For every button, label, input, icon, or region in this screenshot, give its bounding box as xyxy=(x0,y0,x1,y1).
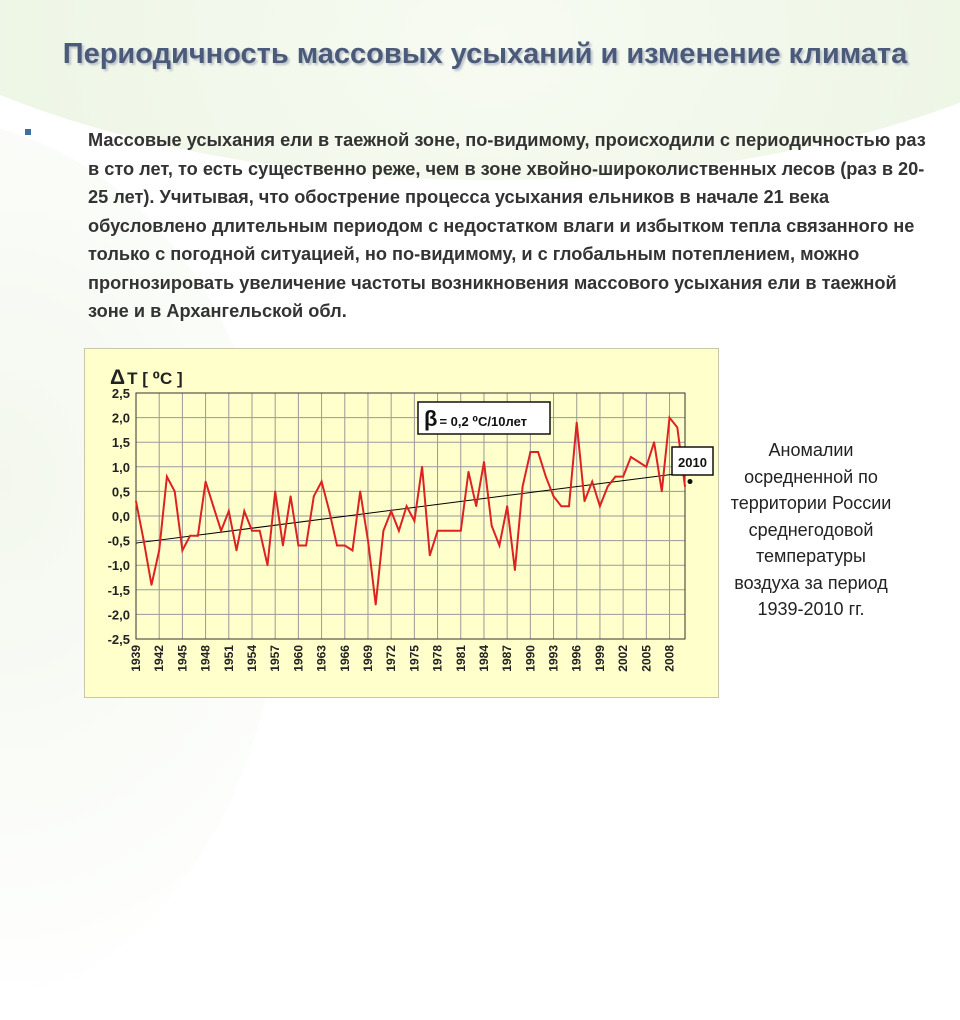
data-point xyxy=(622,476,624,478)
data-point xyxy=(344,545,346,547)
x-tick-label: 1993 xyxy=(546,645,561,672)
data-point xyxy=(359,491,361,493)
chart-svg xyxy=(84,348,719,698)
delta-symbol: Δ xyxy=(110,366,126,389)
data-point xyxy=(220,530,222,532)
data-point xyxy=(189,535,191,537)
data-point xyxy=(313,495,315,497)
x-tick-label: 1999 xyxy=(592,645,607,672)
y-axis-ticks xyxy=(108,386,130,647)
data-point xyxy=(282,545,284,547)
data-point xyxy=(375,604,377,606)
data-point xyxy=(684,486,686,488)
x-tick-label: 1978 xyxy=(430,645,445,672)
data-point xyxy=(259,530,261,532)
data-point xyxy=(251,530,253,532)
data-point xyxy=(297,545,299,547)
body-paragraph: Массовые усыхания ели в таежной зоне, по-видимому, происходили с периодичностью раз в сто лет, то есть существенно реже, чем в зоне хвойно-широколиственных лесов (раз в 20-25 лет). Учитывая, что обострение процесса усыхания ельников в начале 21 века обусловлено длительным периодом с недостатком влаги и избытком тепла связанного не только с погодной ситуацией, но по-видимому, и с глобальным потеплением, можно прогнозировать увеличение частоты возникновения массового усыхания ели в таежной зоне и в Архангельской обл. xyxy=(88,130,926,321)
x-tick-label: 2008 xyxy=(662,645,677,672)
chart-caption: Аномалии осредненной по территории России среднегодовой температуры воздуха за период 1939-2010 гг. xyxy=(730,440,892,619)
y-tick-label: 0,5 xyxy=(111,484,130,500)
data-point xyxy=(537,451,539,453)
data-point xyxy=(174,491,176,493)
data-point xyxy=(151,584,153,586)
last-year-label: 2010 xyxy=(678,455,707,470)
data-point xyxy=(352,550,354,552)
data-point xyxy=(212,505,214,507)
x-tick-label: 1984 xyxy=(476,645,491,672)
y-tick-label: -1,5 xyxy=(107,582,130,598)
data-point xyxy=(367,540,369,542)
data-point xyxy=(599,505,601,507)
data-point xyxy=(305,545,307,547)
x-tick-label: 1951 xyxy=(221,645,236,672)
data-point xyxy=(545,476,547,478)
x-tick-label: 1963 xyxy=(314,645,329,672)
y-tick-label: 1,0 xyxy=(111,459,130,475)
data-point xyxy=(274,491,276,493)
x-tick-label: 1954 xyxy=(244,645,259,672)
data-point xyxy=(661,491,663,493)
data-point xyxy=(460,530,462,532)
data-point xyxy=(205,481,207,483)
data-point xyxy=(328,510,330,512)
x-tick-label: 1996 xyxy=(569,645,584,672)
data-point xyxy=(228,510,230,512)
bullet-icon xyxy=(25,129,31,135)
x-tick-label: 1960 xyxy=(291,645,306,672)
x-tick-label: 1990 xyxy=(523,645,538,672)
data-point xyxy=(591,481,593,483)
y-axis-unit: Т [ ⁰С ] xyxy=(127,369,183,388)
data-point xyxy=(166,476,168,478)
data-point xyxy=(444,530,446,532)
x-tick-label: 1975 xyxy=(407,645,422,672)
y-tick-label: 1,5 xyxy=(111,435,130,451)
data-point xyxy=(290,495,292,497)
data-point xyxy=(158,550,160,552)
data-point xyxy=(568,505,570,507)
x-tick-label: 1966 xyxy=(337,645,352,672)
data-point xyxy=(576,422,578,424)
y-tick-label: -1,0 xyxy=(107,558,130,574)
x-tick-label: 1969 xyxy=(360,645,375,672)
y-tick-label: -0,5 xyxy=(107,533,130,549)
data-point xyxy=(491,525,493,527)
data-point xyxy=(406,505,408,507)
data-point xyxy=(653,441,655,443)
data-point xyxy=(514,569,516,571)
data-point xyxy=(669,417,671,419)
data-point xyxy=(499,545,501,547)
data-point xyxy=(243,510,245,512)
beta-symbol: β xyxy=(424,406,438,431)
x-tick-label: 1987 xyxy=(500,645,515,672)
data-point xyxy=(429,554,431,556)
data-point xyxy=(645,466,647,468)
data-point xyxy=(638,461,640,463)
temperature-anomaly-chart xyxy=(84,348,719,698)
x-tick-label: 1939 xyxy=(129,645,143,672)
data-point xyxy=(475,505,477,507)
x-tick-label: 1945 xyxy=(175,645,190,672)
x-tick-label: 2002 xyxy=(616,645,631,672)
data-point xyxy=(236,550,238,552)
data-point xyxy=(506,505,508,507)
y-tick-label: 2,0 xyxy=(111,410,130,426)
x-tick-label: 1948 xyxy=(198,645,213,672)
data-point xyxy=(483,461,485,463)
y-axis-label xyxy=(110,366,183,389)
beta-text: = 0,2 ⁰С/10лет xyxy=(439,414,527,429)
data-point xyxy=(336,545,338,547)
data-point xyxy=(321,481,323,483)
slide-title: Периодичность массовых усыханий и изменение климата xyxy=(62,38,908,70)
data-point xyxy=(522,486,524,488)
data-point xyxy=(630,456,632,458)
data-point xyxy=(413,520,415,522)
x-tick-label: 1972 xyxy=(384,645,399,672)
data-point xyxy=(437,530,439,532)
data-point xyxy=(529,451,531,453)
data-point xyxy=(452,530,454,532)
last-year-point xyxy=(688,479,693,484)
y-tick-label: 2,5 xyxy=(111,386,130,401)
data-point xyxy=(584,500,586,502)
data-point xyxy=(135,500,137,502)
data-point xyxy=(676,427,678,429)
data-point xyxy=(615,476,617,478)
x-tick-label: 1942 xyxy=(152,645,167,672)
x-tick-label: 2005 xyxy=(639,645,654,672)
x-tick-label: 1981 xyxy=(453,645,468,672)
y-tick-label: -2,5 xyxy=(107,632,130,647)
data-point xyxy=(181,550,183,552)
data-point xyxy=(390,510,392,512)
data-point xyxy=(421,466,423,468)
data-point xyxy=(468,471,470,473)
data-point xyxy=(560,505,562,507)
data-point xyxy=(553,495,555,497)
data-point xyxy=(267,564,269,566)
data-point xyxy=(398,530,400,532)
data-point xyxy=(143,540,145,542)
data-point xyxy=(197,535,199,537)
y-tick-label: 0,0 xyxy=(111,509,130,524)
x-tick-label: 1957 xyxy=(268,645,283,672)
y-tick-label: -2,0 xyxy=(107,607,130,623)
data-point xyxy=(383,530,385,532)
data-point xyxy=(607,486,609,488)
